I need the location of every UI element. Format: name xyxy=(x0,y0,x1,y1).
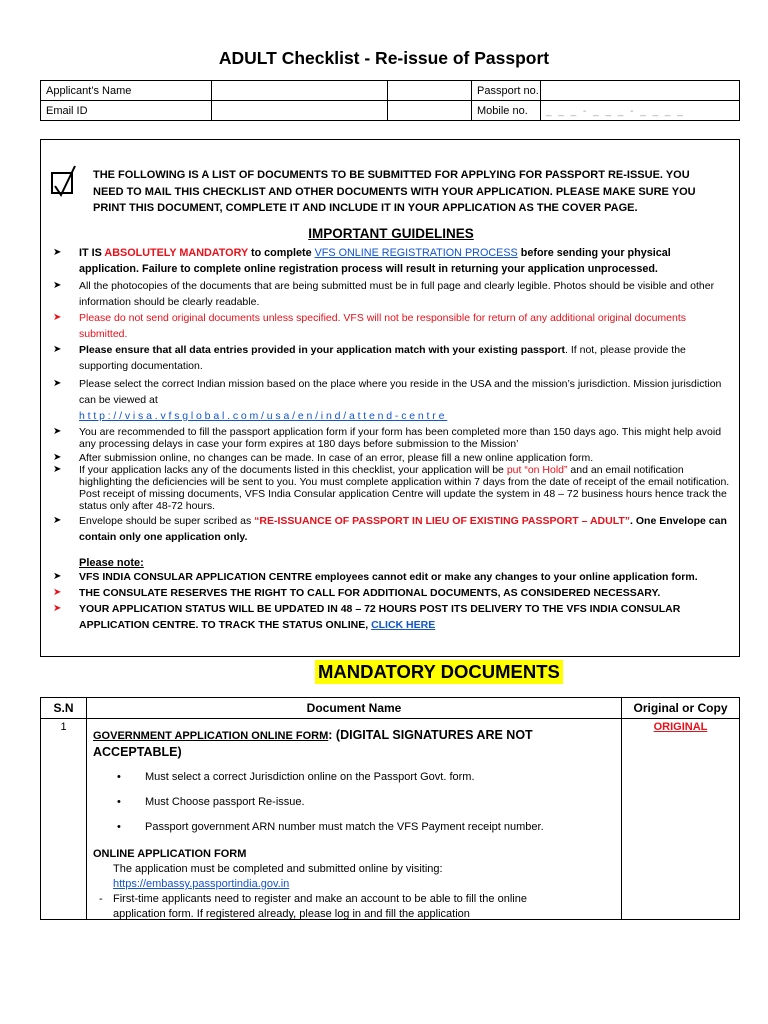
arrow-bullet-icon: ➤ xyxy=(53,587,62,598)
guideline-item xyxy=(51,426,731,450)
mobile-no-label: Mobile no. xyxy=(472,101,541,121)
guideline-item xyxy=(51,278,731,310)
guideline-text: Please ensure that all data entries provided in your application match with your existing passport xyxy=(79,344,566,356)
table-row xyxy=(41,719,740,920)
passport-no-label: Passport no. xyxy=(472,81,541,101)
online-form-text: The application must be completed and submitted online by visiting: xyxy=(113,863,443,875)
guideline-text: and an email notification highlighting the deficiencies will be sent to you. You must complete application within 7 days from the date of receipt of the email notification. Post receipt of missing documents, VFS India Consular application Centre will update the system in 48 – 72 business hours hence track the status only after 48-72 hours. xyxy=(79,464,730,512)
guideline-text: . If not, please provide the supporting documentation. xyxy=(79,344,686,372)
on-hold-highlight: put “on Hold” xyxy=(506,464,568,476)
note-item xyxy=(51,569,731,585)
email-field[interactable] xyxy=(212,101,388,121)
arrow-bullet-icon: ➤ xyxy=(53,280,62,291)
requirements-list xyxy=(117,771,544,846)
info-spacer-cell xyxy=(388,101,472,121)
guideline-text: IT IS xyxy=(79,247,105,259)
mandatory-documents-table xyxy=(40,697,740,920)
passport-india-link[interactable]: https://embassy.passportindia.gov.in xyxy=(113,878,290,890)
document-title xyxy=(93,727,533,760)
guideline-item xyxy=(51,245,731,277)
list-item: • Must select a correct Jurisdiction online on the Passport Govt. form. xyxy=(117,771,544,796)
guidelines-list xyxy=(51,245,731,633)
applicant-name-label: Applicant’s Name xyxy=(41,81,212,101)
guideline-item xyxy=(51,464,731,512)
arrow-bullet-icon: ➤ xyxy=(53,312,62,323)
important-guidelines-title: IMPORTANT GUIDELINES xyxy=(308,226,474,241)
arrow-bullet-icon: ➤ xyxy=(53,344,62,355)
please-note-heading: Please note: xyxy=(79,557,144,569)
document-name-cell xyxy=(87,719,622,920)
list-item: - First-time applicants need to register and make an account to be able to fill the online application form. If registered already, please log in and fill the application xyxy=(99,893,527,920)
email-label: Email ID xyxy=(41,101,212,121)
arrow-bullet-icon: ➤ xyxy=(53,515,62,526)
vfs-registration-link[interactable]: VFS ONLINE REGISTRATION PROCESS xyxy=(314,247,518,259)
page-title: ADULT Checklist - Re-issue of Passport xyxy=(218,48,550,68)
arrow-bullet-icon: ➤ xyxy=(53,426,62,437)
guideline-item xyxy=(51,310,731,342)
guideline-text: before sending your physical application. Failure to complete online registration process will result in returning your application unprocessed. xyxy=(79,247,671,275)
note-text: YOUR APPLICATION STATUS WILL BE UPDATED IN 48 – 72 HOURS POST ITS DELIVERY TO THE VFS INDIA CONSULAR APPLICATION CENTRE. TO TRACK THE STATUS ONLINE, xyxy=(79,603,681,631)
guideline-text: to complete xyxy=(247,247,315,259)
sn-header: S.N xyxy=(41,698,87,719)
track-status-link[interactable]: CLICK HERE xyxy=(371,619,436,631)
arrow-bullet-icon: ➤ xyxy=(53,603,62,614)
applicant-name-field[interactable] xyxy=(212,81,388,101)
guideline-item xyxy=(51,452,731,464)
original-copy-value: ORIGINAL xyxy=(622,719,740,920)
arrow-bullet-icon: ➤ xyxy=(53,378,62,389)
document-title-rest: : (DIGITAL SIGNATURES ARE NOT ACCEPTABLE) xyxy=(93,728,533,759)
attend-centre-link[interactable]: http://visa.vfsglobal.com/usa/en/ind/attend-centre xyxy=(79,410,448,422)
guideline-text: Please select the correct Indian mission based on the place where you reside in the USA and the mission’s jurisdiction. Mission jurisdiction can be viewed at xyxy=(79,378,722,406)
guideline-text: All the photocopies of the documents that are being submitted must be in full page and clearly legible. Photos should be visible and other information should be clearly readable. xyxy=(79,280,715,308)
guideline-item xyxy=(51,342,731,374)
note-text: VFS INDIA CONSULAR APPLICATION CENTRE employees cannot edit or make any changes to your online application form. xyxy=(79,571,698,583)
guideline-text: If your application lacks any of the documents listed in this checklist, your application will be xyxy=(79,464,507,476)
applicant-info-table xyxy=(40,80,740,121)
mandatory-highlight: ABSOLUTELY MANDATORY xyxy=(104,247,248,259)
online-application-section xyxy=(93,847,563,922)
note-text: THE CONSULATE RESERVES THE RIGHT TO CALL FOR ADDITIONAL DOCUMENTS, AS CONSIDERED NECESSARY. xyxy=(79,587,661,599)
online-form-heading: ONLINE APPLICATION FORM xyxy=(93,848,247,860)
checkbox-checked-icon xyxy=(51,172,73,194)
passport-no-field[interactable] xyxy=(541,81,740,101)
mobile-no-field[interactable] xyxy=(541,101,740,121)
list-item: • Passport government ARN number must match the VFS Payment receipt number. xyxy=(117,821,544,846)
intro-text: THE FOLLOWING IS A LIST OF DOCUMENTS TO BE SUBMITTED FOR APPLYING FOR PASSPORT RE-ISSUE. YOU NEED TO MAIL THIS CHECKLIST AND OTHER DOCUMENTS WITH YOUR APPLICATION. PLEASE MAKE SURE YOU PRINT THIS DOCUMENT, COMPLETE IT AND INCLUDE IT IN YOUR APPLICATION AS THE COVER PAGE. xyxy=(93,169,696,214)
arrow-bullet-icon: ➤ xyxy=(53,571,62,582)
guideline-text: . One Envelope can contain only one application only. xyxy=(79,515,727,543)
list-item: • Must Choose passport Re-issue. xyxy=(117,796,544,821)
table-header-row xyxy=(41,698,740,719)
envelope-superscription: “RE-ISSUANCE OF PASSPORT IN LIEU OF EXISTING PASSPORT – ADULT” xyxy=(254,515,631,527)
guideline-text: Envelope should be super scribed as xyxy=(79,515,255,527)
mandatory-documents-title: MANDATORY DOCUMENTS xyxy=(315,660,563,684)
info-spacer-cell xyxy=(388,81,472,101)
guideline-text: You are recommended to fill the passport application form if your form has been completed more than 150 days ago. This might help avoid any processing delays in case your form expires at 180 days before submission to the Mission’ xyxy=(79,426,722,450)
guidelines-box xyxy=(40,139,740,657)
arrow-bullet-icon: ➤ xyxy=(53,247,62,258)
arrow-bullet-icon: ➤ xyxy=(53,452,62,463)
guideline-text: Please do not send original documents unless specified. VFS will not be responsible for return of any additional original documents submitted. xyxy=(79,312,687,340)
row-sn: 1 xyxy=(41,719,87,920)
guideline-item xyxy=(51,376,731,424)
mobile-mask: _ _ _ - _ _ _ - _ _ _ _ xyxy=(546,105,685,117)
document-title-underlined: GOVERNMENT APPLICATION ONLINE FORM xyxy=(93,730,329,742)
arrow-bullet-icon: ➤ xyxy=(53,464,62,475)
guideline-text: After submission online, no changes can be made. In case of an error, please fill a new online application form. xyxy=(79,452,594,464)
guideline-item xyxy=(51,513,731,545)
original-copy-header: Original or Copy xyxy=(622,698,740,719)
note-item xyxy=(51,585,731,601)
note-item xyxy=(51,601,731,633)
first-time-applicant-text: First-time applicants need to register and make an account to be able to fill the online application form. If registered already, please log in and fill the application xyxy=(113,893,527,920)
document-name-header: Document Name xyxy=(87,698,622,719)
